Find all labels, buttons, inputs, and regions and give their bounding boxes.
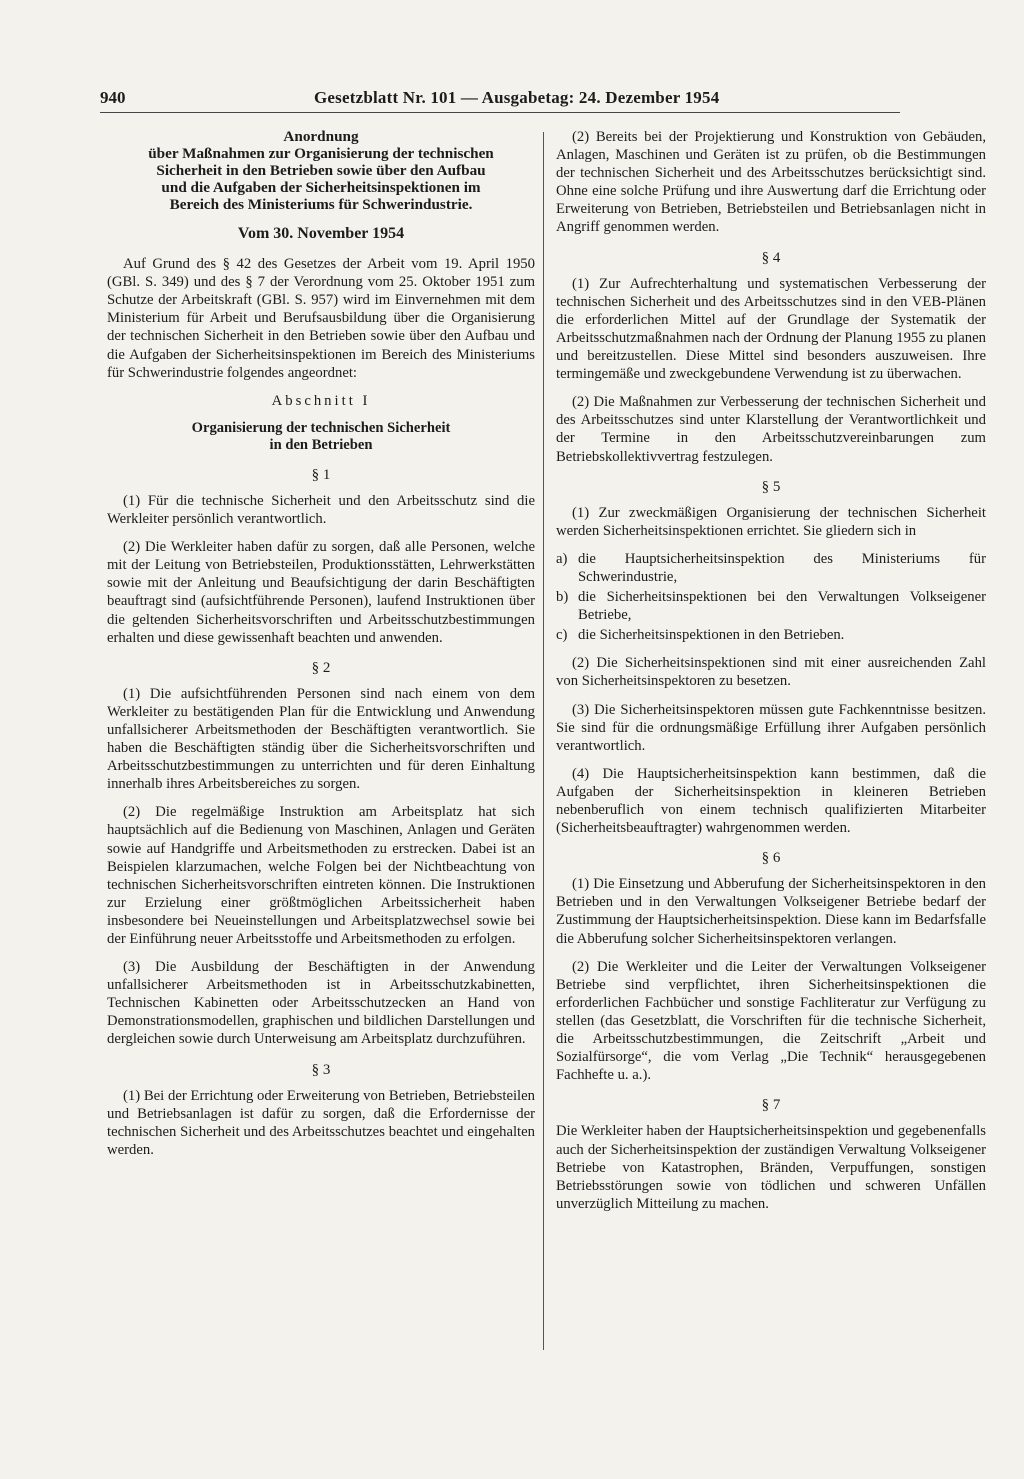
paragraph-4-1: (1) Zur Aufrechterhaltung und systematischen Verbesserung der technischen Sicherheit und des Arbeitsschutzes sind in den VEB-Plänen die erforderlichen Mittel auf der Grundlage der Systematik der Arbeitsschutzmaßnahmen nach der Ordnung der Planung 1955 zu planen und bereitzustellen. Diese Mittel sind besonders auszuweisen. Ihre termingemäße und zweckgebundene Verwendung ist zu überwachen. — [556, 275, 986, 383]
paragraph-2-2: (2) Die regelmäßige Instruktion am Arbeitsplatz hat sich hauptsächlich auf die Bedienung von Maschinen, Anlagen und Geräten sowie auf Handgriffe und Arbeitsmethoden zu erstrecken. Dabei ist an Beispielen klarzumachen, welche Folgen bei der Nichtbeachtung von technischen Sicherheitsvorschriften eintreten können. Die Instruktionen zur Erzielung einer größtmöglichen Arbeitssicherheit haben insbesondere bei Neueinstellungen und Arbeitsplatzwechsel sowie bei der Einführung neuer Arbeitsstoffe und Arbeitsmethoden zu erfolgen. — [107, 804, 535, 947]
section-heading: Abschnitt I — [271, 392, 371, 409]
paragraph-5-4: (4) Die Hauptsicherheitsinspektion kann bestimmen, daß die Aufgaben der Sicherheitsinspektion in kleineren Betrieben nebenberuflich von einem technisch qualifizierten Mitarbeiter (Sicherheitsbeauftragter) wahrgenommen werden. — [556, 765, 986, 837]
inspection-list — [556, 550, 986, 644]
paragraph-2-1: (1) Die aufsichtführenden Personen sind nach einem von dem Werkleiter zu bestätigenden Plan für die Entwicklung und Anwendung unfallsicherer Arbeitsmethoden der Beschäftigten verantwortlich. Sie haben die Beschäftigten ständig über die Sicherheitsvorschriften und Arbeitsschutzbestimmungen zu unterrichten und für deren Einhaltung innerhalb ihres Arbeitsbereiches zu sorgen. — [107, 685, 535, 793]
decree-title-line: Anordnung — [283, 128, 359, 145]
list-item — [556, 550, 986, 586]
list-marker: c) — [556, 627, 568, 644]
paragraph-3-1: (1) Bei der Errichtung oder Erweiterung von Betrieben, Betriebsteilen und Betriebsanlagen ist dafür zu sorgen, daß die Erfordernisse der technischen Sicherheit und des Arbeitsschutzes beachtet und eingehalten werden. — [107, 1087, 535, 1158]
paragraph-6-2: (2) Die Werkleiter und die Leiter der Verwaltungen Volkseigener Betriebe sind verpflichtet, ihren Sicherheitsinspektionen die erforderlichen Fachbücher und sonstige Fachliteratur zur Verfügung zu stellen (das Gesetzblatt, die Vorschriften für die technische Sicherheit, die Arbeitsschutzbestimmungen, die Zeitschrift „Arbeit und Sozialfürsorge“, die vom Verlag „Die Technik“ herausgegebenen Fachhefte u. a.). — [556, 958, 986, 1084]
paragraph-5-3: (3) Die Sicherheitsinspektoren müssen gute Fachkenntnisse besitzen. Sie sind für die ordnungsmäßige Erfüllung ihrer Aufgaben persönlich verantwortlich. — [556, 701, 986, 754]
paragraph-1-1: (1) Für die technische Sicherheit und den Arbeitsschutz sind die Werkleiter persönlich verantwortlich. — [107, 492, 535, 528]
paragraph-heading-1: § 1 — [311, 466, 331, 483]
list-item-text: die Sicherheitsinspektionen bei den Verwaltungen Volkseigener Betriebe, — [578, 589, 986, 624]
paragraph-5-1: (1) Zur zweckmäßigen Organisierung der technischen Sicherheit werden Sicherheitsinspektionen errichtet. Sie gliedern sich in — [556, 504, 986, 539]
left-column — [107, 128, 535, 1169]
section-title-line: in den Betrieben — [269, 436, 373, 453]
paragraph-7-1: Die Werkleiter haben der Hauptsicherheitsinspektion und gegebenenfalls auch der Sicherheitsinspektion der zuständigen Verwaltung Volkseigener Betriebe von Katastrophen, Bränden, Verpuffungen, sonstigen Betriebsstörungen sowie von tödlichen und schweren Unfällen unverzüglich Mitteilung zu machen. — [556, 1123, 986, 1212]
list-item — [556, 626, 986, 644]
preamble: Auf Grund des § 42 des Gesetzes der Arbeit vom 19. April 1950 (GBl. S. 349) und des § 7 der Verordnung vom 25. Oktober 1951 zum Schutze der Arbeitskraft (GBl. S. 957) wird im Einvernehmen mit dem Ministerium für Arbeit und Berufsausbildung über die Organisierung der technischen Sicherheit in den Betrieben sowie über den Aufbau und die Aufgaben der Sicherheitsinspektionen im Bereich des Ministeriums für Schwerindustrie folgendes angeordnet: — [107, 256, 535, 381]
header-rule — [100, 112, 900, 113]
decree-title-line: Sicherheit in den Betrieben sowie über den Aufbau — [156, 162, 486, 179]
decree-title-line: Bereich des Ministeriums für Schwerindustrie. — [169, 196, 473, 213]
paragraph-heading-4: § 4 — [761, 249, 781, 266]
paragraph-heading-6: § 6 — [761, 850, 781, 867]
section-title — [107, 420, 535, 454]
list-marker: b) — [556, 589, 569, 606]
page-number: 940 — [100, 88, 126, 107]
paragraph-2-3: (3) Die Ausbildung der Beschäftigten in der Anwendung unfallsicherer Arbeitsmethoden ist in Arbeitsschutzkabinetten, Technischen Kabinetten oder Arbeitsschutzecken an Hand von Demonstrationsmodellen, graphischen und bildlichen Darstellungen und dergleichen sowie durch Unterweisung am Arbeitsplatz durchzuführen. — [107, 959, 535, 1048]
list-marker: a) — [556, 550, 568, 567]
page-header — [100, 88, 960, 112]
column-divider — [543, 132, 544, 1350]
paragraph-3-2: (2) Bereits bei der Projektierung und Konstruktion von Gebäuden, Anlagen, Maschinen und Geräten ist zu prüfen, ob die Bestimmungen der technischen Sicherheit und des Arbeitsschutzes berücksichtigt sind. Ohne eine solche Prüfung und ihre Auswertung darf die Errichtung oder Erweiterung von Betrieben, Betriebsteilen und Betriebsanlagen nicht in Angriff genommen werden. — [556, 129, 986, 236]
list-item — [556, 588, 986, 624]
list-item-text: die Sicherheitsinspektionen in den Betrieben. — [578, 627, 845, 644]
paragraph-heading-2: § 2 — [311, 659, 331, 676]
decree-title-line: über Maßnahmen zur Organisierung der technischen — [148, 145, 494, 162]
decree-date: Vom 30. November 1954 — [237, 225, 405, 242]
decree-title-line: und die Aufgaben der Sicherheitsinspektionen im — [161, 179, 481, 196]
list-item-text: die Hauptsicherheitsinspektion des Ministeriums für Schwerindustrie, — [578, 550, 986, 585]
paragraph-6-1: (1) Die Einsetzung und Abberufung der Sicherheitsinspektoren in den Betrieben und in den Verwaltungen Volkseigener Betriebe bedarf der Zustimmung der Hauptsicherheitsinspektion. Diese kann im Bedarfsfalle die Abberufung solcher Sicherheitsinspektoren verlangen. — [556, 876, 986, 947]
paragraph-heading-7: § 7 — [761, 1097, 781, 1114]
paragraph-1-2: (2) Die Werkleiter haben dafür zu sorgen, daß alle Personen, welche mit der Leitung von Betriebsteilen, Produktionsstätten, Lehrwerkstätten sowie mit der Anleitung und Beaufsichtigung der darin Beschäftigten beauftragt sind (aufsichtführende Personen), laufend Instruktionen über die geltenden Sicherheitsvorschriften und Arbeitsschutzbestimmungen erhalten und diese gewissenhaft beachten und anwenden. — [107, 539, 535, 646]
paragraph-4-2: (2) Die Maßnahmen zur Verbesserung der technischen Sicherheit und des Arbeitsschutzes sind unter Klarstellung der Verantwortlichkeit und der Termine in den Arbeitsschutzvereinbarungen zum Betriebskollektivvertrag festzulegen. — [556, 394, 986, 465]
section-title-line: Organisierung der technischen Sicherheit — [191, 419, 451, 436]
paragraph-heading-5: § 5 — [761, 478, 781, 495]
header-title: Gesetzblatt Nr. 101 — Ausgabetag: 24. Dezember 1954 — [314, 88, 720, 107]
paragraph-5-2: (2) Die Sicherheitsinspektionen sind mit einer ausreichenden Zahl von Sicherheitsinspektoren zu besetzen. — [556, 655, 986, 690]
right-column — [556, 128, 986, 1223]
paragraph-heading-3: § 3 — [311, 1061, 331, 1078]
decree-title — [107, 128, 535, 213]
